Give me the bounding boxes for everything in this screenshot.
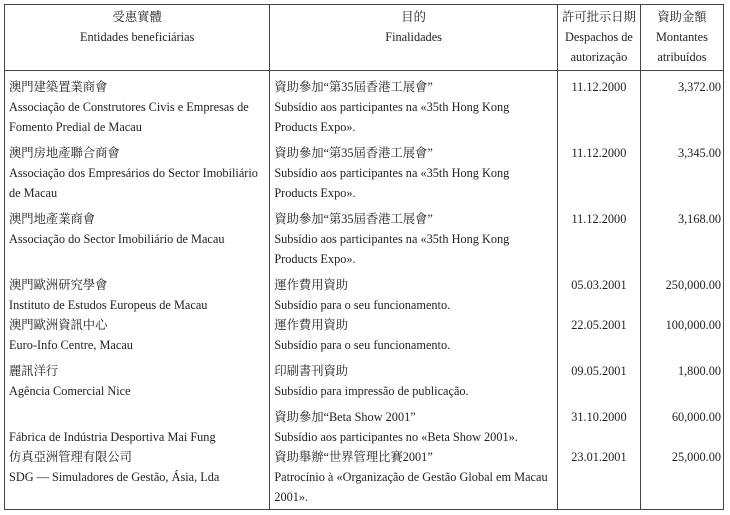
entity-zh: 仿真亞洲管理有限公司 — [9, 450, 132, 464]
header-purposes-zh: 目的 — [401, 10, 426, 24]
header-amounts — [640, 5, 723, 71]
purpose-pt: Subsídio para o seu funcionamento. — [274, 338, 451, 352]
purpose-cell — [270, 203, 558, 269]
amount-value: 1,800.00 — [640, 355, 723, 401]
amount-value: 3,345.00 — [640, 137, 723, 203]
entity-cell — [5, 203, 270, 269]
purpose-cell — [270, 269, 558, 315]
purpose-zh: 資助參加“第35屆香港工展會” — [274, 212, 433, 226]
header-purposes-pt: Finalidades — [385, 30, 442, 44]
entity-zh: 澳門建築置業商會 — [9, 80, 108, 94]
purpose-pt: Subsídio aos participantes na «35th Hong Kong Products Expo». — [274, 232, 510, 266]
entity-pt: Agência Comercial Nice — [9, 384, 131, 398]
entity-pt: Instituto de Estudos Europeus de Macau — [9, 298, 208, 312]
table-row — [5, 71, 724, 138]
entity-zh: 澳門歐洲資訊中心 — [9, 318, 108, 332]
table-header — [5, 5, 724, 71]
table-row — [5, 203, 724, 269]
entity-cell — [5, 355, 270, 401]
entity-pt: Fábrica de Indústria Desportiva Mai Fung — [9, 430, 216, 444]
entity-zh — [9, 407, 265, 427]
amount-value: 25,000.00 — [640, 447, 723, 510]
header-entities-zh: 受惠實體 — [112, 10, 162, 24]
purpose-pt: Subsídio aos participantes no «Beta Show 2001». — [274, 430, 518, 444]
purpose-cell — [270, 137, 558, 203]
amount-value: 3,372.00 — [640, 71, 723, 138]
header-dispatch — [557, 5, 640, 71]
amount-value: 3,168.00 — [640, 203, 723, 269]
entity-cell — [5, 269, 270, 315]
entity-pt: Associação de Construtores Civis e Empresas de Fomento Predial de Macau — [9, 100, 249, 134]
table-row — [5, 401, 724, 447]
purpose-cell — [270, 447, 558, 510]
purpose-cell — [270, 315, 558, 355]
entity-pt: Associação do Sector Imobiliário de Macau — [9, 232, 225, 246]
entity-zh: 澳門房地產聯合商會 — [9, 146, 120, 160]
header-purposes — [270, 5, 558, 71]
purpose-pt: Subsídio para o seu funcionamento. — [274, 298, 451, 312]
purpose-zh: 運作費用資助 — [274, 278, 349, 292]
dispatch-date: 05.03.2001 — [557, 269, 640, 315]
entity-cell — [5, 447, 270, 510]
entity-cell — [5, 137, 270, 203]
entity-zh: 澳門地產業商會 — [9, 212, 96, 226]
amount-value: 60,000.00 — [640, 401, 723, 447]
dispatch-date: 22.05.2001 — [557, 315, 640, 355]
table-row — [5, 447, 724, 510]
purpose-cell — [270, 401, 558, 447]
header-dispatch-zh: 許可批示日期 — [562, 10, 636, 24]
purpose-pt: Subsídio aos participantes na «35th Hong Kong Products Expo». — [274, 100, 510, 134]
entity-zh: 澳門歐洲研究學會 — [9, 278, 108, 292]
purpose-pt: Subsídio aos participantes na «35th Hong Kong Products Expo». — [274, 166, 510, 200]
table-body — [5, 71, 724, 510]
purpose-zh: 資助舉辦“世界管理比賽2001” — [274, 450, 433, 464]
dispatch-date: 31.10.2000 — [557, 401, 640, 447]
header-amounts-zh: 資助金額 — [657, 10, 707, 24]
table-row — [5, 315, 724, 355]
purpose-zh: 印刷書刊資助 — [274, 364, 349, 378]
purpose-cell — [270, 71, 558, 138]
table-row — [5, 269, 724, 315]
header-dispatch-pt: Despachos de autorização — [564, 30, 633, 64]
entity-pt: Euro-Info Centre, Macau — [9, 338, 133, 352]
purpose-zh: 運作費用資助 — [274, 318, 349, 332]
purpose-zh: 資助參加“Beta Show 2001” — [274, 410, 416, 424]
amount-value: 100,000.00 — [640, 315, 723, 355]
entity-cell — [5, 71, 270, 138]
table-row — [5, 137, 724, 203]
entity-zh: 麗訊洋行 — [9, 364, 59, 378]
purpose-cell — [270, 355, 558, 401]
entity-cell — [5, 315, 270, 355]
dispatch-date: 11.12.2000 — [557, 71, 640, 138]
purpose-zh: 資助參加“第35屆香港工展會” — [274, 146, 433, 160]
dispatch-date: 23.01.2001 — [557, 447, 640, 510]
table-row — [5, 355, 724, 401]
entity-cell — [5, 401, 270, 447]
dispatch-date: 11.12.2000 — [557, 203, 640, 269]
purpose-pt: Patrocínio à «Organização de Gestão Global em Macau 2001». — [274, 470, 548, 504]
entity-pt: Associação dos Empresários do Sector Imobiliário de Macau — [9, 166, 258, 200]
dispatch-date: 11.12.2000 — [557, 137, 640, 203]
purpose-zh: 資助參加“第35屆香港工展會” — [274, 80, 433, 94]
dispatch-date: 09.05.2001 — [557, 355, 640, 401]
header-entities-pt: Entidades beneficiárias — [79, 30, 195, 44]
purpose-pt: Subsídio para impressão de publicação. — [274, 384, 469, 398]
header-amounts-pt: Montantes atribuídos — [656, 30, 708, 64]
amount-value: 250,000.00 — [640, 269, 723, 315]
entity-pt: SDG — Simuladores de Gestão, Ásia, Lda — [9, 470, 220, 484]
subsidy-table — [4, 4, 724, 510]
header-entities — [5, 5, 270, 71]
